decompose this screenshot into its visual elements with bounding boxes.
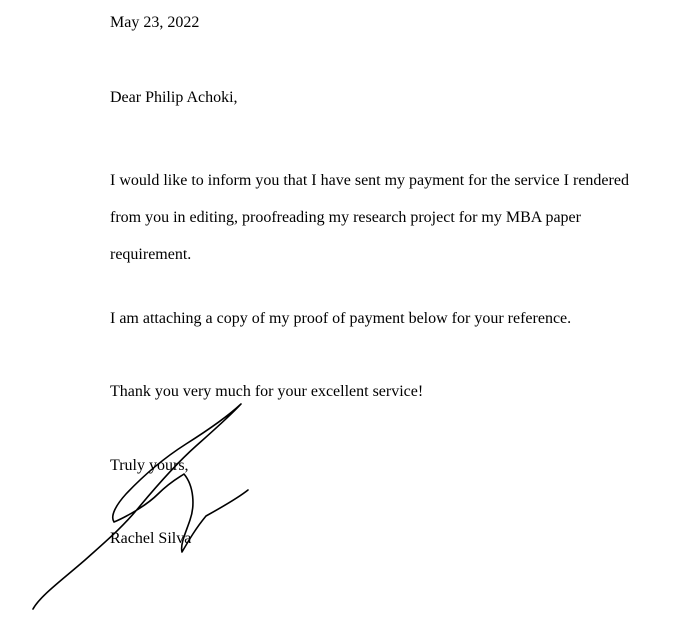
letter-date: May 23, 2022: [110, 14, 200, 31]
closing: Truly yours,: [110, 457, 189, 474]
sender-name: Rachel Silva: [110, 530, 192, 547]
salutation: Dear Philip Achoki,: [110, 89, 238, 106]
body-paragraph-proof-attached: I am attaching a copy of my proof of payment below for your reference.: [110, 310, 572, 327]
body-paragraph-thanks: Thank you very much for your excellent service!: [110, 383, 424, 400]
body-paragraph-payment-sent: I would like to inform you that I have sent my payment for the service I rendered from you in editing, proofreading my research project for my MBA paper requirement.: [110, 172, 629, 263]
